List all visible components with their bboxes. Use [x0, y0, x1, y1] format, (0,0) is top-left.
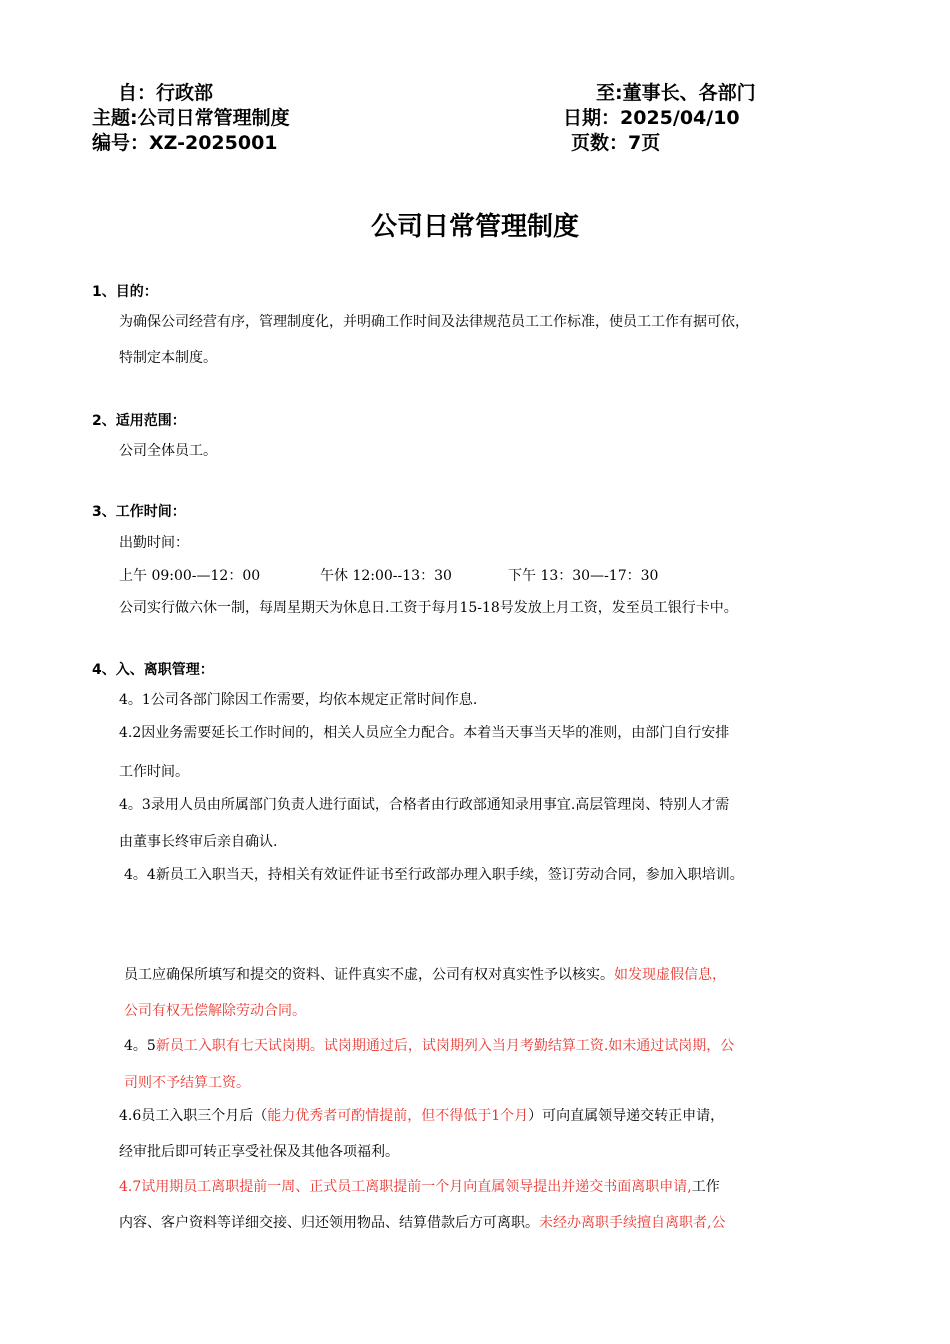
section-4-7-number: 4.7 [119, 1179, 142, 1195]
section-4-7-line-2 [119, 1213, 725, 1233]
section-2-line-1: 公司全体员工。 [119, 443, 217, 459]
work-hours-noon: 午休 12:00--13：30 [320, 568, 452, 584]
work-hours-morning: 上午 09:00-—12：00 [119, 568, 261, 584]
section-4-4-note-line-2: 公司有权无偿解除劳动合同。 [124, 1003, 306, 1019]
section-4-6-line-1 [119, 1106, 724, 1126]
section-4-5-line-1 [124, 1036, 734, 1056]
section-3-line-3: 公司实行做六休一制，每周星期天为休息日.工资于每月15-18号发放上月工资，发至员工银行卡中。 [119, 600, 738, 616]
document-title: 公司日常管理制度 [370, 212, 579, 242]
section-4-6-red-text: 能力优秀者可酌情提前，但不得低于1个月 [267, 1108, 529, 1124]
section-4-3-line-1: 4。3录用人员由所属部门负责人进行面试，合格者由行政部通知录用事宜.高层管理岗、特别人才需 [119, 797, 730, 813]
section-4-7-line-2-red: 未经办离职手续擅自离职者,公 [539, 1215, 726, 1231]
section-4-6-text-b: ）可向直属领导递交转正申请， [528, 1108, 725, 1124]
section-4-4-note-line-1 [124, 965, 726, 985]
section-4-2-line-2: 工作时间。 [119, 764, 189, 780]
section-4-7-line-1 [119, 1177, 720, 1197]
note-red-text: 如发现虚假信息， [614, 967, 726, 983]
section-4-3-line-2: 由董事长终审后亲自确认. [119, 834, 278, 850]
memo-pages: 页数：7页 [571, 132, 661, 154]
section-4-1: 4。1公司各部门除因工作需要，均依本规定正常时间作息. [119, 692, 478, 708]
section-4-heading: 4、入、离职管理： [92, 662, 214, 678]
section-4-7-black-text: 工作 [691, 1179, 720, 1195]
section-1-line-1: 为确保公司经营有序，管理制度化，并明确工作时间及法律规范员工工作标准，使员工工作有据可依， [119, 314, 749, 330]
section-4-5-red-text: 新员工入职有七天试岗期。试岗期通过后，试岗期列入当月考勤结算工资.如未通过试岗期，公 [155, 1038, 735, 1054]
section-4-2-line-1: 4.2因业务需要延长工作时间的，相关人员应全力配合。本着当天事当天毕的准则，由部门自行安排 [119, 725, 730, 741]
section-4-4: 4。4新员工入职当天，持相关有效证件证书至行政部办理入职手续，签订劳动合同，参加入职培训。 [124, 867, 744, 883]
memo-to: 至:董事长、各部门 [596, 82, 756, 104]
memo-date: 日期：2025/04/10 [563, 107, 740, 129]
section-1-heading: 1、目的： [92, 284, 158, 300]
note-black-text: 员工应确保所填写和提交的资料、证件真实不虚，公司有权对真实性予以核实。 [124, 967, 614, 983]
section-2-heading: 2、适用范围： [92, 413, 186, 429]
section-1-line-2: 特制定本制度。 [119, 350, 217, 366]
section-4-5-number: 4。5 [124, 1038, 156, 1054]
section-3-heading: 3、工作时间： [92, 504, 186, 520]
section-3-line-1: 出勤时间： [119, 535, 189, 551]
work-hours-afternoon: 下午 13：30—-17：30 [508, 568, 659, 584]
memo-number: 编号：XZ-2025001 [92, 132, 278, 154]
section-4-5-line-2: 司则不予结算工资。 [124, 1075, 250, 1091]
section-4-7-line-2-black: 内容、客户资料等详细交接、归还领用物品、结算借款后方可离职。 [119, 1215, 539, 1231]
memo-from: 自：行政部 [118, 82, 214, 104]
memo-subject: 主题:公司日常管理制度 [92, 107, 290, 129]
section-4-6-line-2: 经审批后即可转正享受社保及其他各项福利。 [119, 1144, 399, 1160]
section-4-7-red-text: 试用期员工离职提前一周、正式员工离职提前一个月向直属领导提出并递交书面离职申请, [141, 1179, 692, 1195]
section-4-6-text-a: 4.6员工入职三个月后（ [119, 1108, 268, 1124]
